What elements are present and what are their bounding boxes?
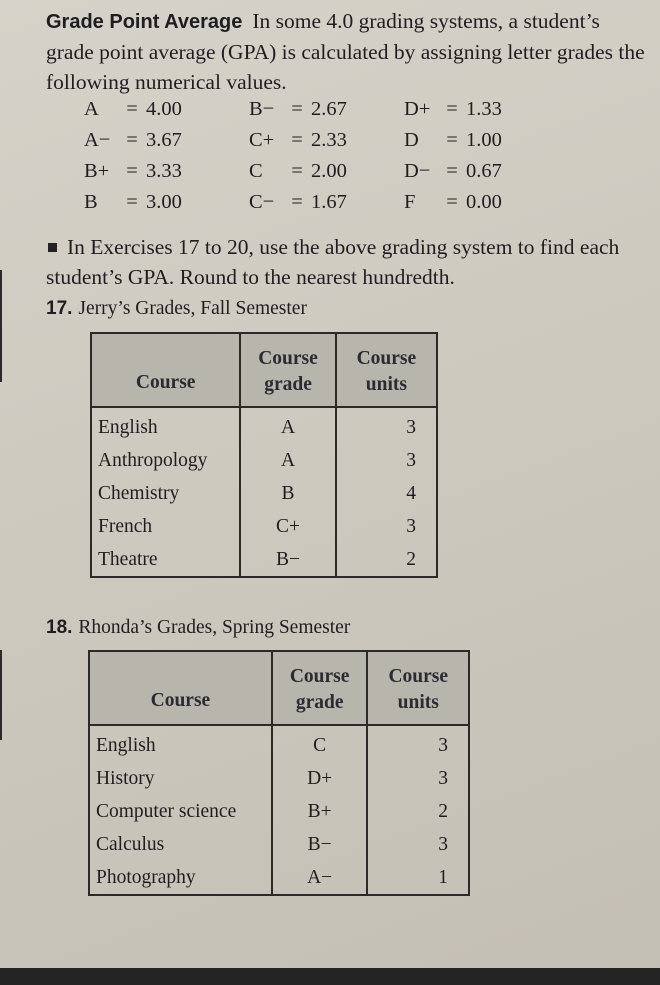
problem-number: 17. <box>46 298 73 319</box>
square-bullet-icon <box>48 243 57 252</box>
header-course-grade: Course grade <box>272 651 368 725</box>
grade-value-item: B− = 2.67 <box>249 98 347 120</box>
intro-text: In some 4.0 grading systems, a student’s grade point average (GPA) is calculated by assigning letter grades the following numerical values. <box>46 9 645 94</box>
grade-value-item: B+ = 3.33 <box>84 160 182 182</box>
problem-number: 18. <box>46 617 73 638</box>
table-header-row <box>91 333 437 407</box>
page-edge-line-top <box>0 270 2 382</box>
problem-18-title <box>46 617 350 639</box>
intro-paragraph <box>46 6 646 97</box>
grade-value-item: A− = 3.67 <box>84 129 182 151</box>
grade-value-item: A = 4.00 <box>84 98 182 120</box>
exercise-instructions-text: In Exercises 17 to 20, use the above grading system to find each student’s GPA. Round to the nearest hundredth. <box>46 235 620 289</box>
grade-value-item: C− = 1.67 <box>249 191 347 213</box>
rhonda-grades-table <box>88 650 470 896</box>
table-row: English C 3 <box>89 725 469 762</box>
table-row: Anthropology A 3 <box>91 444 437 477</box>
grade-value-item: D+ = 1.33 <box>404 98 502 120</box>
bottom-dark-strip <box>0 968 660 985</box>
table-row: English A 3 <box>91 407 437 444</box>
page-edge-line-bottom <box>0 650 2 740</box>
header-course-units: Course units <box>367 651 469 725</box>
table-row: French C+ 3 <box>91 510 437 543</box>
table-row: Chemistry B 4 <box>91 477 437 510</box>
grade-value-item: F = 0.00 <box>404 191 502 213</box>
section-heading: Grade Point Average <box>46 11 243 33</box>
textbook-page <box>46 6 646 888</box>
jerry-grades-table <box>90 332 438 578</box>
table-header-row <box>89 651 469 725</box>
problem-title-text: Rhonda’s Grades, Spring Semester <box>78 617 351 638</box>
grade-value-item: B = 3.00 <box>84 191 182 213</box>
grade-value-item: D− = 0.67 <box>404 160 502 182</box>
grade-value-item: C = 2.00 <box>249 160 347 182</box>
header-course: Course <box>91 333 240 407</box>
exercise-instructions <box>46 232 646 292</box>
problem-title-text: Jerry’s Grades, Fall Semester <box>78 298 307 319</box>
grade-value-item: C+ = 2.33 <box>249 129 347 151</box>
table-row: Theatre B− 2 <box>91 543 437 577</box>
table-row: Photography A− 1 <box>89 861 469 895</box>
problem-17-title <box>46 298 307 320</box>
header-course-units: Course units <box>336 333 437 407</box>
table-row: Computer science B+ 2 <box>89 795 469 828</box>
header-course-grade: Course grade <box>240 333 335 407</box>
table-row: Calculus B− 3 <box>89 828 469 861</box>
grade-value-item: D = 1.00 <box>404 129 502 151</box>
header-course: Course <box>89 651 272 725</box>
table-row: History D+ 3 <box>89 762 469 795</box>
